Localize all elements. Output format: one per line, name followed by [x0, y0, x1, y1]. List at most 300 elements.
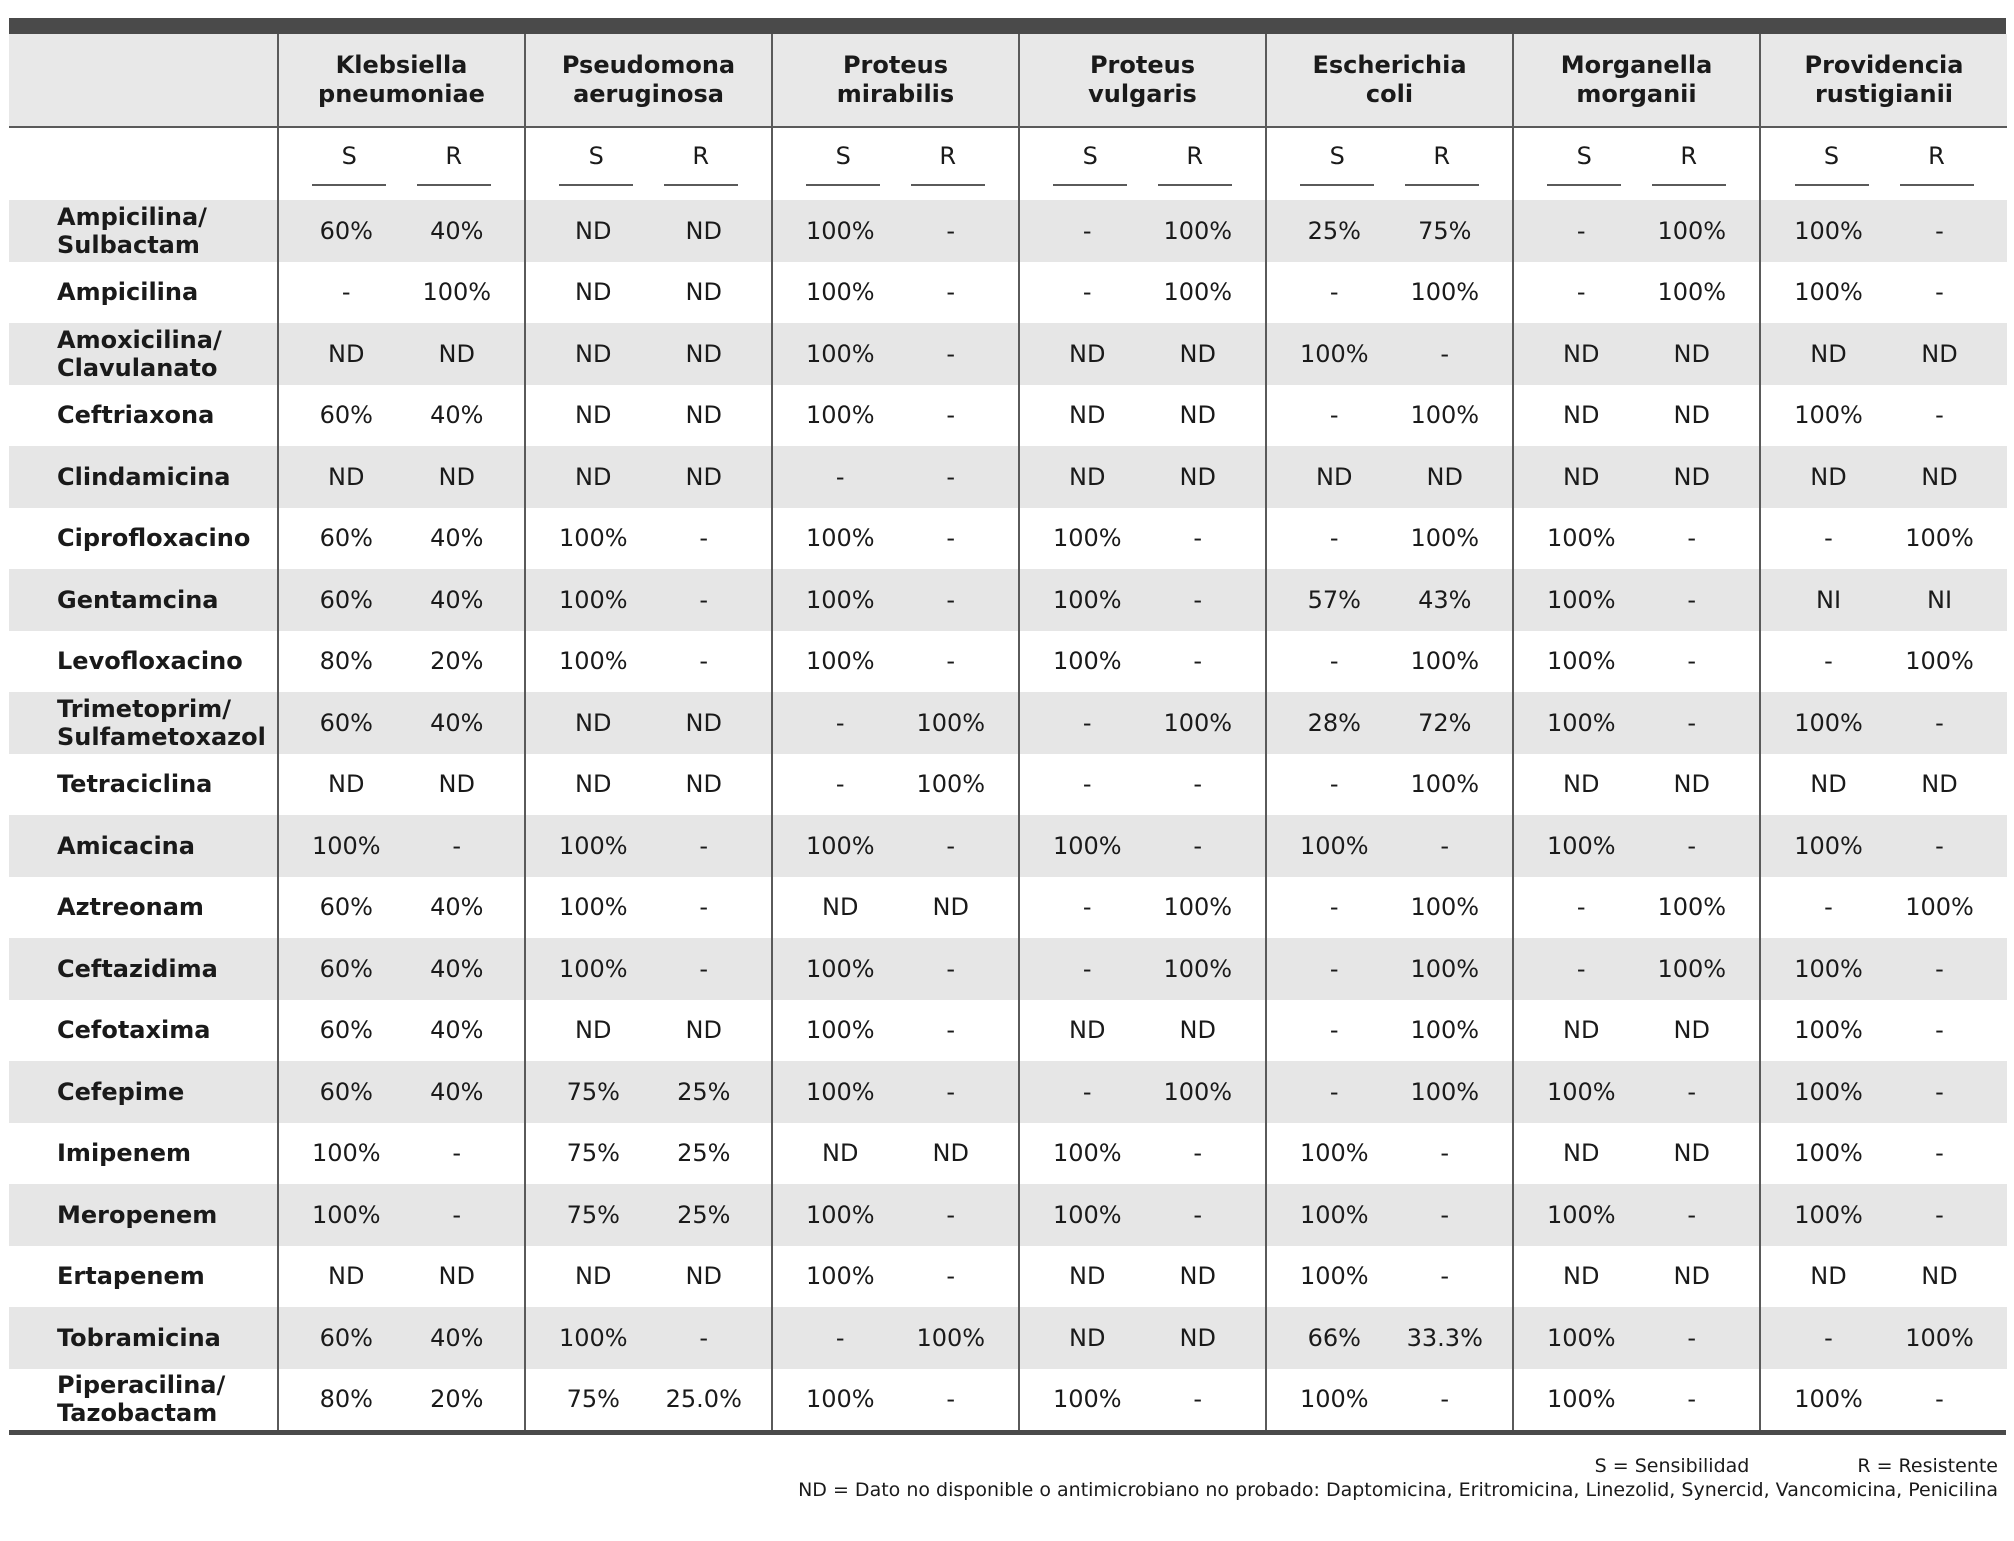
- sensitivity-value: -: [1576, 954, 1586, 983]
- resistance-value: ND: [685, 770, 722, 799]
- sensitivity-value: 60%: [319, 524, 373, 553]
- organism-result-cell: [1266, 200, 1513, 262]
- organism-header: [1513, 34, 1760, 127]
- organism-result-cell: [1266, 1000, 1513, 1062]
- sensitivity-value: -: [1082, 278, 1092, 307]
- organism-result-cell: [1019, 1000, 1266, 1062]
- resistance-value: ND: [685, 339, 722, 368]
- resistance-label: R: [1158, 142, 1232, 186]
- sensitivity-value: 100%: [1546, 708, 1616, 737]
- sensitivity-value: 100%: [1794, 278, 1863, 307]
- resistance-value: 100%: [1163, 708, 1233, 737]
- organism-result-cell: [1760, 1123, 2007, 1185]
- sensitivity-value: 60%: [319, 585, 373, 614]
- corner-cell: [9, 34, 278, 127]
- resistance-value: -: [1193, 770, 1203, 799]
- organism-result-cell: [525, 1307, 772, 1369]
- sensitivity-value: ND: [1563, 401, 1600, 430]
- sensitivity-value: 100%: [558, 893, 628, 922]
- table-row: [9, 938, 2007, 1000]
- sensitivity-value: 100%: [1299, 831, 1369, 860]
- resistance-value: -: [946, 831, 956, 860]
- organism-result-cell: [525, 692, 772, 754]
- sensitivity-value: 100%: [1794, 216, 1863, 245]
- sensitivity-value: 100%: [1299, 1200, 1369, 1229]
- organism-result-cell: [1266, 569, 1513, 631]
- organism-result-cell: [1513, 877, 1760, 939]
- sensitivity-value: -: [1329, 278, 1339, 307]
- table-row: [9, 1061, 2007, 1123]
- sensitivity-value: ND: [328, 462, 365, 491]
- resistance-value: -: [452, 831, 462, 860]
- resistance-value: 40%: [430, 1323, 484, 1352]
- table-row: [9, 815, 2007, 877]
- resistance-value: ND: [685, 1262, 722, 1291]
- organism-header: [772, 34, 1019, 127]
- resistance-value: 40%: [430, 401, 484, 430]
- organism-result-cell: [1019, 508, 1266, 570]
- resistance-value: -: [946, 647, 956, 676]
- sr-header-cell: [772, 127, 1019, 200]
- resistance-value: 100%: [1163, 1077, 1233, 1106]
- sensitivity-value: 100%: [805, 585, 875, 614]
- resistance-value: ND: [685, 278, 722, 307]
- resistance-value: ND: [438, 339, 475, 368]
- organism-result-cell: [1513, 1061, 1760, 1123]
- sensitivity-value: ND: [575, 770, 612, 799]
- corner-cell-2: [9, 127, 278, 200]
- organism-result-cell: [278, 631, 525, 693]
- organism-result-cell: [772, 446, 1019, 508]
- organism-result-cell: [525, 1246, 772, 1308]
- organism-result-cell: [278, 938, 525, 1000]
- organism-result-cell: [1760, 1000, 2007, 1062]
- organism-result-cell: [1266, 1369, 1513, 1431]
- resistance-value: 25%: [677, 1139, 731, 1168]
- resistance-value: 100%: [1657, 954, 1727, 983]
- table-row: [9, 877, 2007, 939]
- sensitivity-value: 60%: [319, 708, 373, 737]
- resistance-value: 20%: [430, 1385, 484, 1414]
- resistance-value: -: [946, 339, 956, 368]
- organism-result-cell: [772, 754, 1019, 816]
- organism-result-cell: [1266, 815, 1513, 877]
- organism-result-cell: [1266, 1184, 1513, 1246]
- sensitivity-value: ND: [575, 401, 612, 430]
- sensitivity-value: 100%: [1794, 1385, 1863, 1414]
- sensitivity-value: 60%: [319, 401, 373, 430]
- organism-result-cell: [1513, 323, 1760, 385]
- resistance-value: -: [1687, 1385, 1697, 1414]
- organism-name-line2: vulgaris: [1088, 80, 1197, 108]
- table-row: [9, 508, 2007, 570]
- organism-result-cell: [1513, 262, 1760, 324]
- organism-result-cell: [278, 1246, 525, 1308]
- sensitivity-value: 100%: [311, 1200, 381, 1229]
- organism-name-line2: morganii: [1576, 80, 1697, 108]
- antimicrobial-name: Piperacilina/ Tazobactam: [9, 1369, 278, 1431]
- sensitivity-value: ND: [1563, 1262, 1600, 1291]
- sensitivity-value: -: [1082, 770, 1092, 799]
- resistance-value: NI: [1926, 585, 1953, 614]
- sensitivity-value: 100%: [805, 1016, 875, 1045]
- organism-result-cell: [1760, 508, 2007, 570]
- resistance-value: ND: [1673, 770, 1710, 799]
- resistance-value: -: [1935, 1139, 1944, 1168]
- antimicrobial-name: Clindamicina: [9, 446, 278, 508]
- organism-result-cell: [525, 1061, 772, 1123]
- resistance-value: ND: [1179, 1016, 1216, 1045]
- organism-result-cell: [1760, 1246, 2007, 1308]
- organism-result-cell: [278, 1307, 525, 1369]
- resistance-value: -: [1440, 1262, 1450, 1291]
- table-body: [9, 200, 2007, 1430]
- resistance-value: 100%: [1410, 1077, 1480, 1106]
- organism-result-cell: [1266, 1061, 1513, 1123]
- resistance-value: 100%: [1410, 954, 1480, 983]
- organism-header: [1019, 34, 1266, 127]
- sensitivity-value: -: [1329, 647, 1339, 676]
- organism-result-cell: [1266, 323, 1513, 385]
- resistance-value: 100%: [1410, 401, 1480, 430]
- sensitivity-value: 60%: [319, 1077, 373, 1106]
- antimicrobial-name: Aztreonam: [9, 877, 278, 939]
- organism-result-cell: [1513, 446, 1760, 508]
- resistance-value: -: [946, 216, 956, 245]
- organism-result-cell: [1760, 631, 2007, 693]
- organism-result-cell: [1019, 1369, 1266, 1431]
- organism-result-cell: [1760, 262, 2007, 324]
- organism-result-cell: [525, 754, 772, 816]
- resistance-value: -: [946, 401, 956, 430]
- resistance-value: -: [699, 647, 709, 676]
- sensitivity-value: ND: [1810, 770, 1847, 799]
- resistance-label: R: [417, 142, 491, 186]
- resistance-value: -: [452, 1200, 462, 1229]
- sensitivity-value: 100%: [1794, 1016, 1863, 1045]
- organism-result-cell: [772, 323, 1019, 385]
- organism-result-cell: [1513, 200, 1760, 262]
- resistance-value: ND: [685, 462, 722, 491]
- organism-result-cell: [772, 262, 1019, 324]
- organism-header: [1266, 34, 1513, 127]
- organism-result-cell: [1513, 754, 1760, 816]
- legend-nd: ND = Dato no disponible o antimicrobiano no probado: Daptomicina, Eritromicina, Linezolid, Synercid, Vancomicina, Penicilina: [798, 1479, 1998, 1501]
- organism-result-cell: [1019, 754, 1266, 816]
- resistance-value: 75%: [1418, 216, 1472, 245]
- organism-result-cell: [1019, 1246, 1266, 1308]
- resistance-value: -: [699, 524, 709, 553]
- resistance-value: ND: [932, 893, 969, 922]
- organism-result-cell: [772, 1369, 1019, 1431]
- organism-name-line1: Proteus: [842, 51, 949, 79]
- organism-result-cell: [1019, 631, 1266, 693]
- sensitivity-value: -: [1824, 893, 1833, 922]
- organism-result-cell: [1513, 508, 1760, 570]
- sensitivity-value: -: [1082, 216, 1092, 245]
- resistance-value: -: [1193, 1385, 1203, 1414]
- organism-result-cell: [278, 1000, 525, 1062]
- resistance-label: R: [664, 142, 738, 186]
- table-row: [9, 1184, 2007, 1246]
- resistance-value: -: [699, 954, 709, 983]
- sensitivity-value: 100%: [1052, 1385, 1122, 1414]
- organism-result-cell: [1266, 938, 1513, 1000]
- sensitivity-value: ND: [1316, 462, 1353, 491]
- organism-result-cell: [525, 569, 772, 631]
- organism-result-cell: [772, 1246, 1019, 1308]
- organism-name-line2: mirabilis: [836, 80, 955, 108]
- sensitivity-value: 100%: [558, 585, 628, 614]
- organism-result-cell: [772, 938, 1019, 1000]
- organism-result-cell: [1513, 1123, 1760, 1185]
- table-bottom-rule: [9, 1430, 2006, 1435]
- organism-result-cell: [1019, 200, 1266, 262]
- resistance-value: 25.0%: [665, 1385, 742, 1414]
- organism-name-line1: Morganella: [1560, 51, 1713, 79]
- organism-result-cell: [772, 1123, 1019, 1185]
- table-row: [9, 446, 2007, 508]
- sensitivity-value: 75%: [566, 1139, 620, 1168]
- resistance-value: ND: [1673, 401, 1710, 430]
- sensitivity-value: ND: [1069, 401, 1106, 430]
- antimicrobial-name: Ciprofloxacino: [9, 508, 278, 570]
- organism-result-cell: [278, 1184, 525, 1246]
- resistance-value: 40%: [430, 216, 484, 245]
- sensitivity-value: ND: [1563, 1139, 1600, 1168]
- sensitivity-value: -: [1329, 954, 1339, 983]
- resistance-value: 100%: [1905, 647, 1974, 676]
- resistance-value: 100%: [1657, 278, 1727, 307]
- sensitivity-value: -: [1082, 1077, 1092, 1106]
- sensitivity-value: 100%: [1052, 831, 1122, 860]
- sensitivity-value: -: [1329, 893, 1339, 922]
- resistance-value: 33.3%: [1406, 1323, 1483, 1352]
- organism-result-cell: [525, 938, 772, 1000]
- resistance-value: 40%: [430, 893, 484, 922]
- sensitivity-value: 100%: [1546, 1323, 1616, 1352]
- sensitivity-value: ND: [328, 339, 365, 368]
- organism-result-cell: [772, 1307, 1019, 1369]
- organism-result-cell: [1513, 569, 1760, 631]
- organism-result-cell: [1019, 1061, 1266, 1123]
- resistance-value: -: [1935, 278, 1944, 307]
- organism-result-cell: [1019, 692, 1266, 754]
- resistance-value: -: [1935, 954, 1944, 983]
- organism-result-cell: [772, 815, 1019, 877]
- resistance-value: -: [1440, 1385, 1450, 1414]
- resistance-label: R: [911, 142, 985, 186]
- sensitivity-value: 100%: [558, 831, 628, 860]
- sensitivity-value: 75%: [566, 1385, 620, 1414]
- antimicrobial-name: Levofloxacino: [9, 631, 278, 693]
- organism-result-cell: [525, 262, 772, 324]
- resistance-value: -: [1440, 1139, 1450, 1168]
- organism-result-cell: [1513, 692, 1760, 754]
- resistance-value: 100%: [1410, 647, 1480, 676]
- resistance-value: ND: [685, 401, 722, 430]
- organism-result-cell: [772, 1061, 1019, 1123]
- resistance-value: -: [1687, 1200, 1697, 1229]
- organism-name-line1: Providencia: [1804, 51, 1964, 79]
- antimicrobial-name: Tobramicina: [9, 1307, 278, 1369]
- sensitivity-value: ND: [1069, 1262, 1106, 1291]
- sensitivity-value: -: [835, 708, 845, 737]
- resistance-value: ND: [1673, 462, 1710, 491]
- resistance-value: ND: [1179, 339, 1216, 368]
- antimicrobial-name: Amoxicilina/ Clavulanato: [9, 323, 278, 385]
- organism-result-cell: [278, 262, 525, 324]
- resistance-value: -: [946, 585, 956, 614]
- resistance-value: 100%: [1163, 954, 1233, 983]
- sensitivity-value: 100%: [805, 339, 875, 368]
- sensitivity-value: 100%: [1546, 1385, 1616, 1414]
- organism-result-cell: [278, 877, 525, 939]
- resistance-value: 100%: [1410, 770, 1480, 799]
- organism-result-cell: [1760, 1307, 2007, 1369]
- sensitivity-value: 60%: [319, 1323, 373, 1352]
- sensitivity-value: 100%: [1546, 1077, 1616, 1106]
- organism-result-cell: [1760, 446, 2007, 508]
- resistance-value: 40%: [430, 585, 484, 614]
- sensitivity-value: 100%: [1794, 1077, 1863, 1106]
- sensitivity-value: ND: [1810, 339, 1847, 368]
- sensitivity-value: ND: [575, 1016, 612, 1045]
- organism-result-cell: [772, 569, 1019, 631]
- resistance-value: ND: [438, 770, 475, 799]
- resistance-value: 100%: [1410, 893, 1480, 922]
- resistance-value: -: [1935, 1077, 1944, 1106]
- sensitivity-value: 100%: [558, 647, 628, 676]
- sensitivity-value: -: [1329, 401, 1339, 430]
- resistance-value: -: [1687, 708, 1697, 737]
- sensitivity-value: -: [1824, 524, 1833, 553]
- resistance-value: ND: [1179, 462, 1216, 491]
- organism-result-cell: [1266, 877, 1513, 939]
- organism-result-cell: [278, 1369, 525, 1431]
- sensitivity-value: 100%: [558, 954, 628, 983]
- organism-result-cell: [525, 1184, 772, 1246]
- sensitivity-value: -: [1329, 770, 1339, 799]
- sensitivity-value: 75%: [566, 1200, 620, 1229]
- sensitivity-value: 100%: [558, 524, 628, 553]
- organism-result-cell: [1019, 385, 1266, 447]
- resistance-value: 25%: [677, 1200, 731, 1229]
- resistance-value: -: [1193, 831, 1203, 860]
- organism-name-line1: Pseudomona: [561, 51, 736, 79]
- resistance-label: R: [1405, 142, 1479, 186]
- sensitivity-value: 60%: [319, 893, 373, 922]
- resistance-value: -: [1687, 1323, 1697, 1352]
- antimicrobial-name: Ceftriaxona: [9, 385, 278, 447]
- sensitivity-label: S: [1053, 142, 1127, 186]
- organism-result-cell: [1513, 1000, 1760, 1062]
- sensitivity-value: 100%: [1546, 524, 1616, 553]
- organism-result-cell: [772, 692, 1019, 754]
- organism-result-cell: [278, 754, 525, 816]
- sensitivity-value: 100%: [805, 647, 875, 676]
- resistance-value: 100%: [1657, 216, 1727, 245]
- sensitivity-value: ND: [1069, 462, 1106, 491]
- sensitivity-value: 100%: [1546, 647, 1616, 676]
- sensitivity-value: 100%: [1794, 1200, 1863, 1229]
- organism-header: [278, 34, 525, 127]
- resistance-value: 72%: [1418, 708, 1472, 737]
- sensitivity-value: 80%: [319, 1385, 373, 1414]
- sensitivity-value: -: [1824, 1323, 1833, 1352]
- resistance-value: 100%: [916, 708, 986, 737]
- table-row: [9, 1000, 2007, 1062]
- organism-result-cell: [1266, 1246, 1513, 1308]
- table-row: [9, 200, 2007, 262]
- resistance-value: 100%: [1905, 1323, 1974, 1352]
- resistance-value: -: [699, 585, 709, 614]
- antimicrobial-name: Ertapenem: [9, 1246, 278, 1308]
- sensitivity-value: -: [1082, 893, 1092, 922]
- table-row: [9, 262, 2007, 324]
- sensitivity-value: 100%: [1794, 954, 1863, 983]
- sr-header-row: [9, 127, 2007, 200]
- organism-name-line2: coli: [1365, 80, 1414, 108]
- table-top-rule: [9, 18, 2006, 34]
- sensitivity-value: -: [835, 770, 845, 799]
- sensitivity-value: ND: [822, 893, 859, 922]
- sensitivity-value: -: [1329, 1016, 1339, 1045]
- antimicrobial-name: Tetraciclina: [9, 754, 278, 816]
- organism-result-cell: [278, 446, 525, 508]
- sensitivity-value: 60%: [319, 1016, 373, 1045]
- organism-result-cell: [278, 508, 525, 570]
- organism-result-cell: [1019, 323, 1266, 385]
- resistance-value: -: [1687, 585, 1697, 614]
- resistance-value: -: [1935, 216, 1944, 245]
- resistance-value: 100%: [1163, 216, 1233, 245]
- sensitivity-value: ND: [1810, 462, 1847, 491]
- sensitivity-value: -: [1576, 216, 1586, 245]
- resistance-value: -: [1687, 524, 1697, 553]
- sensitivity-value: ND: [1069, 339, 1106, 368]
- table-row: [9, 692, 2007, 754]
- sensitivity-value: ND: [822, 1139, 859, 1168]
- sensitivity-value: 100%: [558, 1323, 628, 1352]
- organism-result-cell: [278, 323, 525, 385]
- sensitivity-value: ND: [1810, 1262, 1847, 1291]
- sensitivity-value: 60%: [319, 954, 373, 983]
- resistance-value: -: [1193, 585, 1203, 614]
- table-row: [9, 1246, 2007, 1308]
- organism-result-cell: [525, 1000, 772, 1062]
- sensitivity-value: -: [835, 1323, 845, 1352]
- organism-result-cell: [772, 877, 1019, 939]
- organism-header: [1760, 34, 2007, 127]
- organism-result-cell: [1019, 262, 1266, 324]
- resistance-value: -: [1935, 401, 1944, 430]
- sensitivity-label: S: [1547, 142, 1621, 186]
- organism-result-cell: [278, 1061, 525, 1123]
- organism-result-cell: [278, 692, 525, 754]
- resistance-value: ND: [1921, 1262, 1958, 1291]
- sr-header-cell: [1760, 127, 2007, 200]
- sensitivity-value: 100%: [311, 831, 381, 860]
- sensitivity-value: -: [1576, 278, 1586, 307]
- organism-result-cell: [1019, 1184, 1266, 1246]
- resistance-value: ND: [438, 462, 475, 491]
- sensitivity-value: ND: [575, 1262, 612, 1291]
- sensitivity-value: 100%: [1299, 1262, 1369, 1291]
- sensitivity-value: 60%: [319, 216, 373, 245]
- antimicrobial-name: Cefepime: [9, 1061, 278, 1123]
- organism-result-cell: [1760, 692, 2007, 754]
